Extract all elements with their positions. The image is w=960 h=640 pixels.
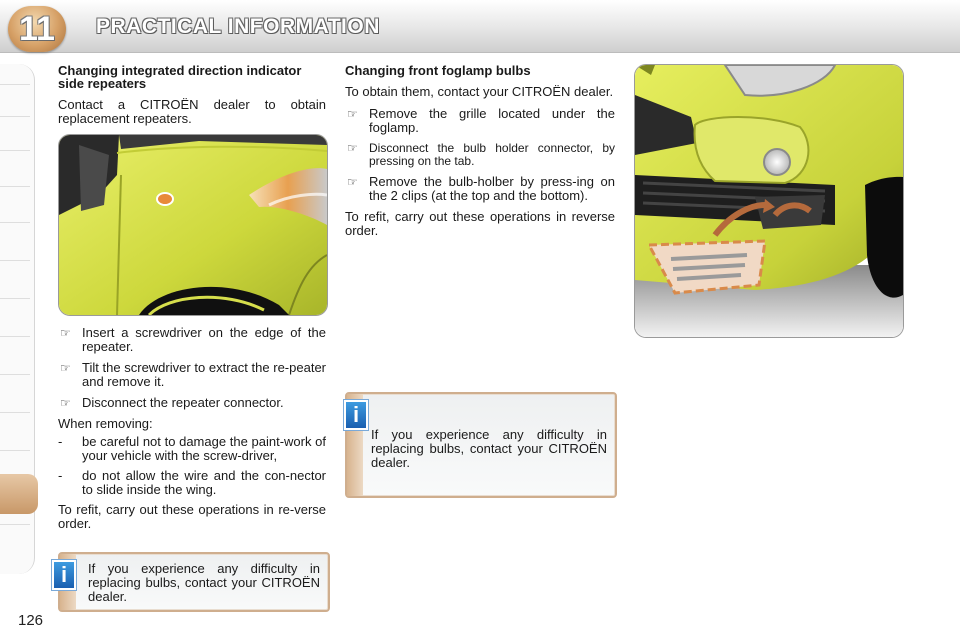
dash-mark: - [58, 434, 63, 449]
tab-divider [0, 260, 30, 261]
foglamp-refit: To refit, carry out these operations in reverse order. [345, 209, 615, 238]
pointing-hand-icon: ☞ [60, 326, 71, 340]
side-repeater-section [58, 64, 326, 134]
side-repeater-refit: To refit, carry out these operations in re-verse order. [58, 502, 326, 531]
foglamp-photo [634, 64, 904, 338]
step-item [345, 142, 615, 168]
step-item [345, 175, 615, 203]
step-text: Remove the bulb-holber by press-ing on the 2 clips (at the top and the bottom). [369, 174, 615, 203]
foglamp-illustration [635, 65, 903, 337]
dash-mark: - [58, 468, 63, 483]
step-item [58, 361, 326, 389]
tab-divider [0, 336, 30, 337]
active-chapter-tab[interactable] [0, 474, 38, 514]
side-repeater-illustration [59, 135, 327, 315]
pointing-hand-icon: ☞ [60, 396, 71, 410]
middle-info-text: If you experience any difficulty in replacing bulbs, contact your CITROËN dealer. [371, 427, 607, 470]
left-info-box [58, 552, 330, 612]
step-text: Disconnect the bulb holder connector, by pressing on the tab. [369, 141, 615, 168]
page-number: 126 [18, 612, 44, 629]
tab-divider [0, 150, 30, 151]
tab-divider [0, 374, 30, 375]
tab-divider [0, 450, 30, 451]
foglamp-intro: To obtain them, contact your CITROËN dealer. [345, 84, 614, 99]
caution-text: do not allow the wire and the con-nector to slide inside the wing. [82, 468, 326, 497]
caution-text: be careful not to damage the paint-work of your vehicle with the screw-driver, [82, 434, 326, 463]
side-repeater-steps [58, 326, 326, 539]
middle-info-box [345, 392, 617, 498]
tab-divider [0, 116, 30, 117]
foglamp-heading: Changing front foglamp bulbs [345, 63, 531, 78]
caution-item [58, 435, 326, 463]
tab-divider [0, 524, 30, 525]
left-info-text: If you experience any difficulty in replacing bulbs, contact your CITROËN dealer. [88, 561, 320, 604]
step-text: Insert a screwdriver on the edge of the repeater. [82, 325, 326, 354]
pointing-hand-icon: ☞ [60, 361, 71, 375]
step-item [58, 396, 326, 410]
side-repeater-intro: Contact a CITROËN dealer to obtain replacement repeaters. [58, 97, 326, 126]
foglamp-section [345, 64, 615, 246]
pointing-hand-icon: ☞ [347, 141, 358, 155]
step-text: Disconnect the repeater connector. [82, 395, 284, 410]
step-item [58, 326, 326, 354]
step-text: Remove the grille located under the foglamp. [369, 106, 615, 135]
step-text: Tilt the screwdriver to extract the re-peater and remove it. [82, 360, 326, 389]
pointing-hand-icon: ☞ [347, 175, 358, 189]
page-title: PRACTICAL INFORMATION [96, 15, 380, 38]
info-icon: i [52, 560, 76, 590]
chapter-number-badge: 11 [8, 6, 66, 52]
side-repeater-photo [58, 134, 328, 316]
tab-divider [0, 186, 30, 187]
tab-divider [0, 412, 30, 413]
step-item [345, 107, 615, 135]
when-removing-label: When removing: [58, 416, 153, 431]
caution-item [58, 469, 326, 497]
tab-divider [0, 84, 30, 85]
tab-divider [0, 298, 30, 299]
side-repeater-heading: Changing integrated direction indicator side repeaters [58, 63, 302, 91]
pointing-hand-icon: ☞ [347, 107, 358, 121]
info-icon: i [344, 400, 368, 430]
page-header [0, 0, 960, 53]
tab-divider [0, 222, 30, 223]
